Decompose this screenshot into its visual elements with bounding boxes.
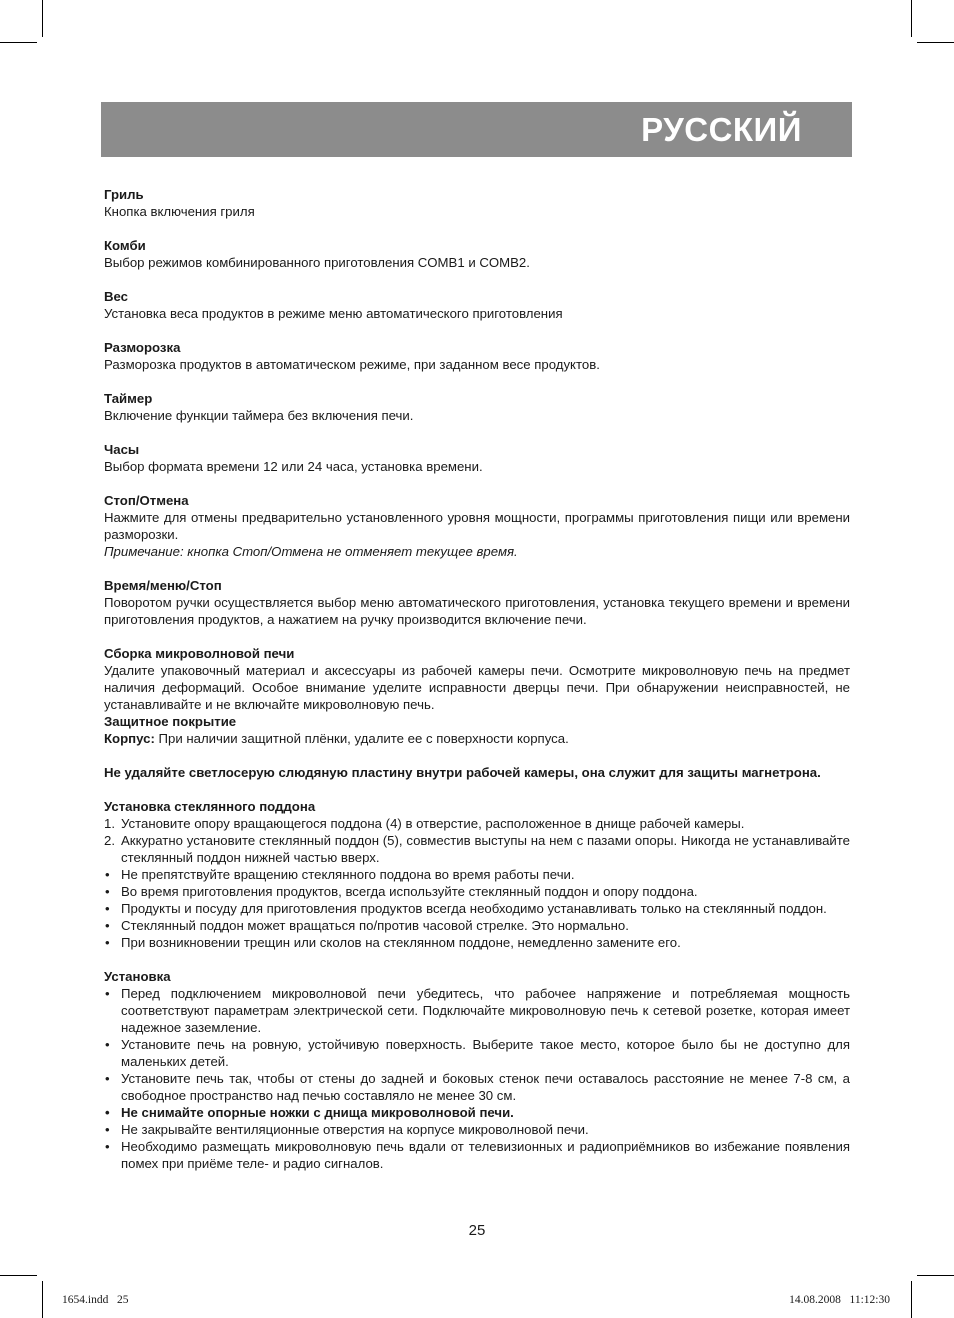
crop-mark	[911, 1281, 912, 1318]
section-heading: Таймер	[104, 391, 153, 406]
page-content	[104, 186, 850, 1189]
section-defrost	[104, 339, 850, 373]
list-item	[104, 900, 850, 917]
list-item	[104, 1121, 850, 1138]
section-glass-tray	[104, 798, 850, 951]
crop-mark	[42, 0, 43, 37]
crop-mark	[42, 1281, 43, 1318]
list-marker: •	[105, 901, 110, 916]
section-time-menu-stop	[104, 577, 850, 628]
section-heading: Стоп/Отмена	[104, 493, 189, 508]
section-heading: Защитное покрытие	[104, 714, 237, 729]
list-marker: •	[105, 1071, 110, 1086]
list-marker: •	[105, 867, 110, 882]
list-item	[104, 985, 850, 1036]
section-assembly	[104, 645, 850, 713]
section-text: Кнопка включения гриля	[104, 204, 255, 219]
list-item-text: Стеклянный поддон может вращаться по/против часовой стрелке. Это нормально.	[121, 918, 629, 933]
warning-text: Не удаляйте светлосерую слюдяную пластину внутри рабочей камеры, она служит для защиты магнетрона.	[104, 765, 821, 780]
installation-list	[104, 985, 850, 1172]
list-item-text: Не закрывайте вентиляционные отверстия на корпусе микроволновой печи.	[121, 1122, 589, 1137]
crop-mark	[917, 1275, 954, 1276]
list-marker: 1.	[104, 816, 115, 831]
list-item-text: Установите печь так, чтобы от стены до задней и боковых стенок печи оставалось расстояние не менее 7-8 см, а свободное пространство над печью составляло не менее 30 см.	[121, 1071, 850, 1103]
section-combi	[104, 237, 850, 271]
list-item	[104, 832, 850, 866]
section-text: Нажмите для отмены предварительно установленного уровня мощности, программы приготовления пищи или времени разморозки.	[104, 510, 850, 542]
list-item-text: Необходимо размещать микроволновую печь вдали от телевизионных и радиоприёмников во избежание появления помех при приёме теле- и радио сигналов.	[121, 1139, 850, 1171]
page-title: РУССКИЙ	[641, 111, 802, 148]
list-item	[104, 1036, 850, 1070]
footer-file-info: 1654.indd 25	[62, 1294, 129, 1306]
list-item	[104, 1070, 850, 1104]
section-text: Выбор режимов комбинированного приготовления COMB1 и COMB2.	[104, 255, 530, 270]
glass-tray-list	[104, 815, 850, 951]
list-marker: •	[105, 1037, 110, 1052]
list-item	[104, 1138, 850, 1172]
section-clock	[104, 441, 850, 475]
crop-mark	[911, 0, 912, 37]
list-item	[104, 815, 850, 832]
section-heading: Разморозка	[104, 340, 181, 355]
section-heading: Установка	[104, 969, 171, 984]
list-marker: •	[105, 986, 110, 1001]
list-marker: •	[105, 1139, 110, 1154]
section-heading: Комби	[104, 238, 146, 253]
list-marker: •	[105, 1122, 110, 1137]
section-protective-coating	[104, 713, 850, 747]
list-item-text: При возникновении трещин или сколов на стеклянном поддоне, немедленно замените его.	[121, 935, 681, 950]
section-text: Выбор формата времени 12 или 24 часа, установка времени.	[104, 459, 483, 474]
list-item-text: Не снимайте опорные ножки с днища микроволновой печи.	[121, 1105, 514, 1120]
section-installation	[104, 968, 850, 1172]
list-marker: •	[105, 935, 110, 950]
list-marker: •	[105, 1105, 110, 1120]
section-text	[104, 730, 850, 747]
page-number: 25	[468, 1222, 486, 1239]
section-timer	[104, 390, 850, 424]
section-heading: Вес	[104, 289, 129, 304]
section-heading: Установка стеклянного поддона	[104, 799, 316, 814]
section-text: Установка веса продуктов в режиме меню автоматического приготовления	[104, 306, 563, 321]
section-grill	[104, 186, 850, 220]
list-marker: 2.	[104, 833, 115, 848]
section-text: Поворотом ручки осуществляется выбор меню автоматического приготовления, установка текущего времени и времени приготовления продуктов, а нажатием на ручку производится включение печи.	[104, 595, 850, 627]
list-item	[104, 866, 850, 883]
section-text: Включение функции таймера без включения печи.	[104, 408, 414, 423]
section-stop-cancel	[104, 492, 850, 560]
list-item-text: Во время приготовления продуктов, всегда используйте стеклянный поддон и опору поддона.	[121, 884, 698, 899]
section-heading: Время/меню/Стоп	[104, 578, 222, 593]
body-label: Корпус:	[104, 731, 155, 746]
list-item-text: Продукты и посуду для приготовления продуктов всегда необходимо устанавливать только на стеклянный поддон.	[121, 901, 827, 916]
list-item	[104, 883, 850, 900]
list-item	[104, 917, 850, 934]
section-note: Примечание: кнопка Стоп/Отмена не отменяет текущее время.	[104, 544, 518, 559]
list-item	[104, 1104, 850, 1121]
footer-timestamp: 14.08.2008 11:12:30	[789, 1294, 890, 1306]
header-bar	[101, 102, 852, 157]
section-text: Разморозка продуктов в автоматическом режиме, при заданном весе продуктов.	[104, 357, 600, 372]
body-text: При наличии защитной плёнки, удалите ее с поверхности корпуса.	[154, 731, 569, 746]
list-marker: •	[105, 918, 110, 933]
list-item	[104, 934, 850, 951]
section-heading: Гриль	[104, 187, 144, 202]
crop-mark	[917, 42, 954, 43]
list-item-text: Установите печь на ровную, устойчивую поверхность. Выберите такое место, которое было бы не доступно для маленьких детей.	[121, 1037, 850, 1069]
list-item-text: Аккуратно установите стеклянный поддон (5), совместив выступы на нем с пазами опоры. Никогда не устанавливайте стеклянный поддон нижней частью вверх.	[121, 833, 850, 865]
section-heading: Часы	[104, 442, 140, 457]
list-item-text: Не препятствуйте вращению стеклянного поддона во время работы печи.	[121, 867, 575, 882]
list-item-text: Установите опору вращающегося поддона (4) в отверстие, расположенное в днище рабочей камеры.	[121, 816, 745, 831]
list-marker: •	[105, 884, 110, 899]
crop-mark	[0, 42, 37, 43]
list-item-text: Перед подключением микроволновой печи убедитесь, что рабочее напряжение и потребляемая мощность соответствуют параметрам электрической сети. Подключайте микроволновую печь к сетевой розетке, которая имеет надежное заземление.	[121, 986, 850, 1035]
section-heading: Сборка микроволновой печи	[104, 646, 295, 661]
crop-mark	[0, 1275, 37, 1276]
section-text: Удалите упаковочный материал и аксессуары из рабочей камеры печи. Осмотрите микроволновую печь на предмет наличия деформаций. Особое внимание уделите исправности дверцы печи. При обнаружении неисправностей, не устанавливайте и не включайте микроволновую печь.	[104, 663, 850, 712]
section-weight	[104, 288, 850, 322]
